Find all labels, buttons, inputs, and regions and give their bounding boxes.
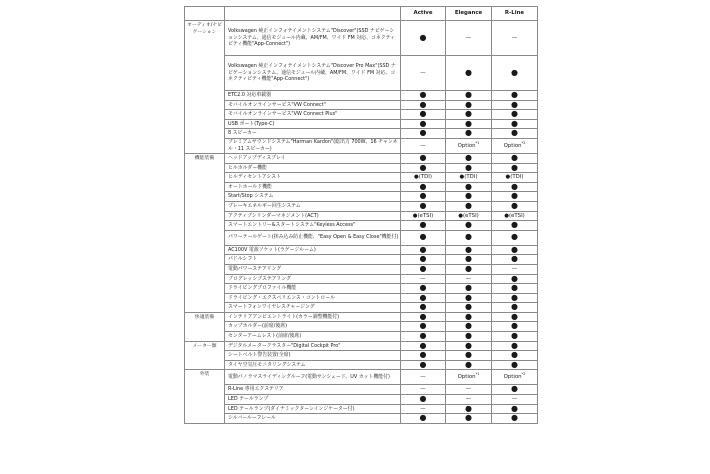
table-row (185, 351, 538, 361)
table-row (185, 221, 538, 231)
value-cell-elegance (446, 293, 492, 303)
value-text: ● (465, 67, 472, 77)
value-text: ● (419, 90, 427, 99)
value-cell-elegance (446, 192, 492, 202)
value-cell-elegance (446, 230, 492, 245)
value-text: — (465, 396, 472, 403)
value-cell-active (401, 395, 446, 405)
value-cell-elegance (446, 138, 492, 153)
value-cell-elegance (446, 91, 492, 101)
value-text: ● (511, 100, 518, 109)
item-cell: Volkswagen 純正インフォテイメントシステム"Discover Pro Max"(SSD ナビゲーションシステム、通信モジュール内蔵、AM/FM、ワイド FM 対応、コネクティビティ機能"App-Connect") (225, 56, 401, 91)
value-text: ● (511, 191, 518, 201)
value-text: ● (511, 182, 518, 191)
value-cell-active (401, 153, 446, 163)
table-row (185, 138, 538, 153)
value-cell-elegance (446, 274, 492, 284)
item-cell: ヒルホルダー機能 (225, 163, 401, 173)
spec-sheet (184, 6, 537, 424)
value-text: ● (419, 191, 427, 201)
value-cell-rline (492, 274, 538, 284)
value-cell-active (401, 370, 446, 385)
table-row (185, 91, 538, 101)
value-cell-rline (492, 138, 538, 153)
table-row (185, 245, 538, 255)
value-text: ● (419, 153, 427, 162)
value-cell-rline (492, 351, 538, 361)
value-text: — (420, 275, 426, 282)
table-row (185, 255, 538, 265)
table-row (185, 21, 538, 56)
value-text: ●(TDI) (505, 174, 524, 181)
value-cell-elegance (446, 201, 492, 211)
category-cell: オーディオ/ナビゲーション (185, 21, 225, 154)
table-row (185, 404, 538, 414)
table-row (185, 414, 538, 424)
value-text: ● (419, 413, 427, 423)
value-text: — (465, 386, 472, 393)
item-cell: シルバールーフレール (225, 414, 401, 424)
equipment-table (184, 6, 538, 424)
value-text: ●(eTSI) (412, 212, 434, 219)
value-cell-active (401, 173, 446, 183)
value-text: ● (465, 413, 472, 423)
item-cell: R-Line 専用エクステリア (225, 385, 401, 395)
value-cell-elegance (446, 264, 492, 274)
item-cell: パワーテールゲート(挟み込み防止機能、"Easy Open & Easy Close"機能付) (225, 230, 401, 245)
value-cell-active (401, 322, 446, 332)
table-row (185, 395, 538, 405)
value-text: ● (419, 245, 427, 254)
value-cell-rline (492, 173, 538, 183)
value-text: ● (419, 232, 427, 242)
table-row (185, 230, 538, 245)
value-text: ● (511, 232, 518, 242)
value-text: ● (511, 128, 518, 138)
value-text: ● (465, 302, 472, 312)
value-text: ● (511, 360, 518, 369)
value-text: ● (419, 128, 427, 138)
value-text: ● (419, 254, 427, 264)
value-text: — (420, 142, 426, 149)
value-text: ● (465, 119, 472, 128)
value-cell-elegance (446, 211, 492, 221)
item-cell: AC100V 電源ソケット(ラゲージルーム) (225, 245, 401, 255)
footnote-marker: *1 (475, 140, 480, 145)
col-header-rline: R-Line (492, 7, 538, 21)
item-cell: センターアームレスト(前席/後席) (225, 332, 401, 342)
value-cell-rline (492, 341, 538, 351)
value-cell-active (401, 245, 446, 255)
value-text: ● (465, 100, 472, 109)
table-row (185, 360, 538, 370)
value-cell-rline (492, 110, 538, 120)
item-cell: ブレーキエネルギー回生システム (225, 201, 401, 211)
value-text: ● (419, 302, 427, 312)
value-text: ● (511, 67, 518, 77)
table-row (185, 341, 538, 351)
value-cell-rline (492, 284, 538, 294)
value-text: ● (511, 293, 518, 302)
value-text: ● (419, 331, 427, 341)
item-cell: プログレッシブステアリング (225, 274, 401, 284)
table-row (185, 211, 538, 221)
item-cell: タイヤ空気圧モニタリングシステム (225, 360, 401, 370)
value-cell-elegance (446, 163, 492, 173)
value-cell-active (401, 129, 446, 139)
value-cell-active (401, 119, 446, 129)
value-cell-rline (492, 255, 538, 265)
value-cell-elegance (446, 100, 492, 110)
value-text: ● (511, 341, 518, 350)
value-cell-active (401, 404, 446, 414)
value-cell-elegance (446, 245, 492, 255)
item-cell: シートベルト警告装置(全席) (225, 351, 401, 361)
value-cell-elegance (446, 332, 492, 342)
value-cell-elegance (446, 404, 492, 414)
table-row (185, 274, 538, 284)
value-cell-rline (492, 395, 538, 405)
value-cell-rline (492, 414, 538, 424)
value-cell-elegance (446, 56, 492, 91)
item-cell: 8 スピーカー (225, 129, 401, 139)
value-text: ● (419, 109, 427, 119)
value-text: ● (511, 245, 518, 254)
value-text: ● (511, 350, 518, 360)
value-cell-rline (492, 264, 538, 274)
value-cell-rline (492, 221, 538, 231)
table-row (185, 163, 538, 173)
value-cell-elegance (446, 182, 492, 192)
value-cell-elegance (446, 119, 492, 129)
value-cell-active (401, 192, 446, 202)
value-text: ● (465, 360, 472, 369)
value-text: ● (419, 119, 427, 128)
value-cell-active (401, 360, 446, 370)
table-row (185, 293, 538, 303)
item-cell: LED テールランプ (225, 395, 401, 405)
value-cell-rline (492, 404, 538, 414)
value-text: ● (465, 201, 472, 210)
table-row (185, 129, 538, 139)
value-text: — (511, 396, 518, 403)
col-header-active: Active (401, 7, 446, 21)
value-text: ● (465, 331, 472, 341)
item-cell: ヒルディセントアシスト (225, 173, 401, 183)
value-text: ● (511, 404, 518, 413)
value-cell-elegance (446, 173, 492, 183)
value-cell-elegance (446, 360, 492, 370)
item-cell: デジタルメータークラスター"Digital Cockpit Pro" (225, 341, 401, 351)
value-cell-elegance (446, 153, 492, 163)
value-text: ● (511, 312, 518, 321)
value-cell-active (401, 21, 446, 56)
value-text: ● (465, 220, 472, 230)
table-row (185, 332, 538, 342)
value-cell-active (401, 230, 446, 245)
item-cell: モバイルオンラインサービス"VW Connect" (225, 100, 401, 110)
item-cell: ETC2.0 対応車載器 (225, 91, 401, 101)
category-cell: メーター類 (185, 341, 225, 370)
item-cell: LED テールランプ(ダイナミックターンインジケーター付) (225, 404, 401, 414)
value-text: ● (419, 341, 427, 350)
table-row (185, 182, 538, 192)
table-row (185, 56, 538, 91)
value-text: ● (511, 331, 518, 341)
item-header-cell (225, 7, 401, 21)
table-row (185, 119, 538, 129)
value-text: ● (419, 201, 427, 210)
item-cell: オートホールド機能 (225, 182, 401, 192)
table-row (185, 201, 538, 211)
value-text: — (511, 34, 518, 41)
value-cell-rline (492, 385, 538, 395)
value-cell-active (401, 201, 446, 211)
value-cell-elegance (446, 221, 492, 231)
value-cell-rline (492, 163, 538, 173)
value-text: ● (465, 245, 472, 254)
value-text: ● (511, 321, 518, 331)
value-cell-active (401, 303, 446, 313)
value-text: ● (465, 321, 472, 331)
value-cell-rline (492, 21, 538, 56)
value-cell-active (401, 100, 446, 110)
value-text: ● (419, 283, 427, 293)
value-cell-active (401, 163, 446, 173)
value-cell-elegance (446, 322, 492, 332)
value-cell-active (401, 293, 446, 303)
footnote-marker: *2 (521, 372, 526, 377)
value-text: ● (465, 404, 472, 413)
value-cell-active (401, 91, 446, 101)
table-row (185, 322, 538, 332)
table-row (185, 100, 538, 110)
value-text: Option (503, 142, 522, 149)
value-text: — (420, 69, 426, 76)
item-cell: Start/Stop システム (225, 192, 401, 202)
value-text: ● (511, 90, 518, 99)
value-cell-active (401, 110, 446, 120)
value-cell-rline (492, 153, 538, 163)
value-text: ● (465, 341, 472, 350)
category-cell: 快適装備 (185, 312, 225, 341)
value-text: ● (511, 163, 518, 172)
value-text: ● (465, 90, 472, 99)
value-cell-rline (492, 293, 538, 303)
value-text: ● (465, 350, 472, 360)
value-cell-elegance (446, 110, 492, 120)
item-cell: Volkswagen 純正インフォテイメントシステム"Discover"(SSD ナビゲーションシステム、通信モジュール内蔵、AM/FM、ワイド FM 対応、コネクティビティ機能"App-Connect") (225, 21, 401, 56)
value-cell-elegance (446, 312, 492, 322)
value-text: ● (465, 153, 472, 162)
value-cell-rline (492, 230, 538, 245)
item-cell: アクティブシリンダーマネジメント(ACT) (225, 211, 401, 221)
value-cell-active (401, 312, 446, 322)
value-text: Option (457, 142, 476, 149)
table-row (185, 110, 538, 120)
item-cell: スマートエントリー&スタートシステム"Keyless Access" (225, 221, 401, 231)
value-text: ● (419, 394, 427, 404)
header-row (185, 7, 538, 21)
table-row (185, 303, 538, 313)
value-cell-elegance (446, 370, 492, 385)
category-cell: 機能装備 (185, 153, 225, 312)
value-cell-active (401, 284, 446, 294)
value-cell-active (401, 211, 446, 221)
value-text: ● (511, 109, 518, 119)
table-body (185, 21, 538, 424)
value-cell-active (401, 138, 446, 153)
item-cell: ドライビングプロファイル機能 (225, 284, 401, 294)
table-row (185, 370, 538, 385)
value-cell-rline (492, 322, 538, 332)
category-cell: 外装 (185, 370, 225, 423)
value-text: ● (511, 119, 518, 128)
value-cell-active (401, 385, 446, 395)
value-cell-rline (492, 192, 538, 202)
value-text: Option (457, 374, 476, 381)
value-text: ● (511, 153, 518, 162)
value-text: ● (465, 109, 472, 119)
value-text: — (465, 275, 472, 282)
value-cell-rline (492, 245, 538, 255)
value-cell-elegance (446, 351, 492, 361)
value-text: ● (465, 312, 472, 321)
value-cell-rline (492, 56, 538, 91)
value-text: ● (511, 201, 518, 210)
item-cell: パドルシフト (225, 255, 401, 265)
value-cell-rline (492, 332, 538, 342)
value-text: — (511, 265, 518, 272)
value-text: ● (419, 360, 427, 369)
value-cell-elegance (446, 303, 492, 313)
value-cell-active (401, 221, 446, 231)
value-cell-active (401, 182, 446, 192)
value-text: ● (419, 312, 427, 321)
value-cell-rline (492, 201, 538, 211)
value-text: ● (511, 220, 518, 230)
value-text: ● (465, 283, 472, 293)
value-text: ● (465, 128, 472, 138)
value-text: ● (419, 100, 427, 109)
value-text: — (465, 34, 472, 41)
value-text: ● (511, 413, 518, 423)
table-row (185, 312, 538, 322)
value-cell-rline (492, 91, 538, 101)
value-text: ●(TDI) (459, 174, 478, 181)
value-text: ●(eTSI) (458, 212, 479, 219)
item-cell: 電動パノラマスライディングルーフ(電動サンシェード、UV カット機能付) (225, 370, 401, 385)
value-text: ●(eTSI) (504, 212, 525, 219)
item-cell: USB ポート(Type-C) (225, 119, 401, 129)
value-text: — (420, 374, 426, 381)
value-text: ● (511, 254, 518, 264)
item-cell: プレミアムサウンドシステム"Harman Kardon"(総出力 700W、16 チャンネル・11 スピーカー) (225, 138, 401, 153)
value-text: ● (419, 220, 427, 230)
item-cell: ドライビング・エクスペリエンス・コントロール (225, 293, 401, 303)
value-cell-rline (492, 182, 538, 192)
item-cell: カップホルダー(前席/後席) (225, 322, 401, 332)
value-cell-active (401, 351, 446, 361)
value-text: ● (511, 384, 518, 394)
value-text: ● (419, 264, 427, 273)
value-cell-elegance (446, 341, 492, 351)
item-cell: インテリアアンビエントライト(カラー調整機能付) (225, 312, 401, 322)
value-cell-rline (492, 360, 538, 370)
value-text: ● (419, 350, 427, 360)
value-text: ● (465, 254, 472, 264)
value-cell-active (401, 341, 446, 351)
value-cell-elegance (446, 284, 492, 294)
value-text: Option (503, 374, 522, 381)
table-row (185, 264, 538, 274)
value-text: ● (511, 283, 518, 293)
value-text: ● (465, 163, 472, 172)
value-cell-rline (492, 312, 538, 322)
col-header-elegance: Elegance (446, 7, 492, 21)
value-text: ● (465, 182, 472, 191)
value-text: ● (419, 321, 427, 331)
value-cell-elegance (446, 385, 492, 395)
value-text: ● (465, 264, 472, 273)
table-row (185, 284, 538, 294)
table-row (185, 385, 538, 395)
table-row (185, 192, 538, 202)
value-cell-rline (492, 100, 538, 110)
value-text: ● (465, 232, 472, 242)
value-cell-elegance (446, 129, 492, 139)
value-cell-active (401, 56, 446, 91)
value-cell-active (401, 264, 446, 274)
value-text: ● (465, 293, 472, 302)
item-cell: モバイルオンラインサービス"VW Connect Plus" (225, 110, 401, 120)
item-cell: 電動パワーステアリング (225, 264, 401, 274)
value-cell-rline (492, 370, 538, 385)
value-text: ● (419, 293, 427, 302)
value-cell-rline (492, 303, 538, 313)
table-row (185, 153, 538, 163)
item-cell: ヘッドアップディスプレイ (225, 153, 401, 163)
value-cell-active (401, 332, 446, 342)
value-text: ● (419, 163, 427, 172)
value-text: ● (419, 32, 427, 42)
value-cell-active (401, 274, 446, 284)
value-cell-active (401, 255, 446, 265)
value-text: ● (465, 191, 472, 201)
value-cell-active (401, 414, 446, 424)
value-cell-elegance (446, 21, 492, 56)
value-cell-rline (492, 129, 538, 139)
value-text: ● (511, 302, 518, 312)
value-cell-rline (492, 211, 538, 221)
corner-cell (185, 7, 225, 21)
footnote-marker: *2 (521, 140, 526, 145)
value-text: ● (419, 182, 427, 191)
footnote-marker: *1 (475, 372, 480, 377)
value-text: ● (511, 274, 518, 283)
value-cell-elegance (446, 414, 492, 424)
value-text: ●(TDI) (414, 174, 432, 181)
value-cell-elegance (446, 395, 492, 405)
item-cell: スマートフォンワイヤレスチャージング (225, 303, 401, 313)
value-cell-rline (492, 119, 538, 129)
value-cell-elegance (446, 255, 492, 265)
table-row (185, 173, 538, 183)
value-text: — (420, 405, 426, 412)
value-text: — (420, 386, 426, 393)
